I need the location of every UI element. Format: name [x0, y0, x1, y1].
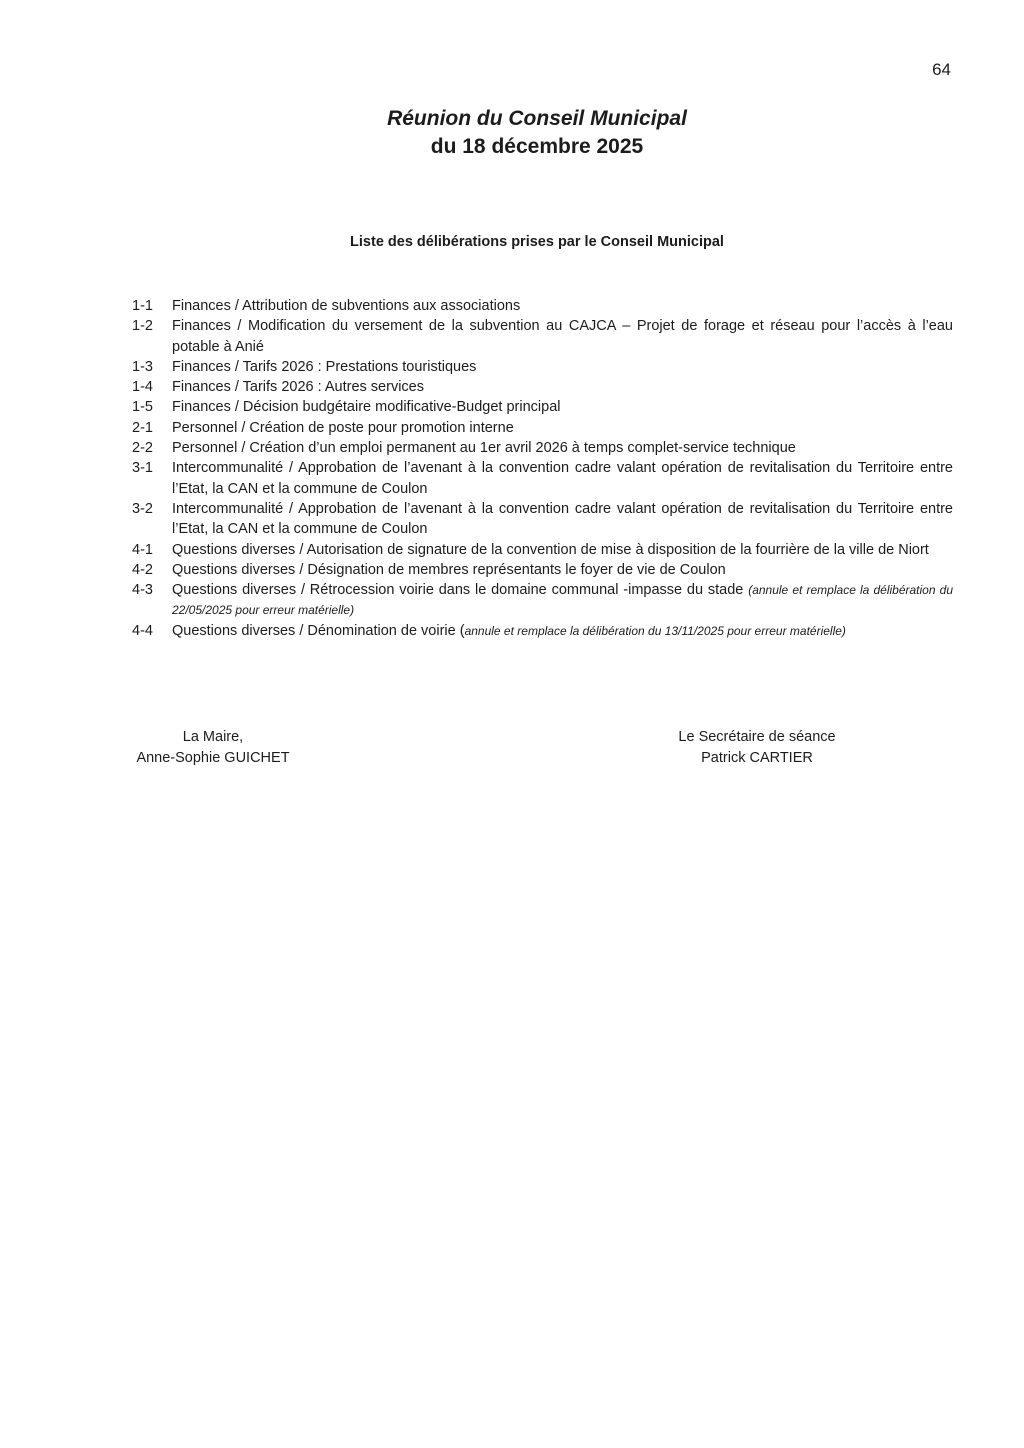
item-number: 2-2 [132, 440, 153, 457]
item-number: 4-3 [132, 582, 153, 599]
item-number: 3-2 [132, 500, 153, 517]
item-text-main: Intercommunalité / Approbation de l’avenant à la convention cadre valant opération de revitalisation du Territoire entre l’Etat, la CAN et la commune de Coulon [172, 460, 953, 497]
item-note: (annule et remplace la délibération du 22/05/2025 pour erreur matérielle) [172, 583, 954, 618]
signature-name: Patrick CARTIER [701, 749, 813, 766]
meeting-date: du 18 décembre 2025 [430, 135, 644, 158]
deliberation-item [132, 580, 953, 621]
item-text [172, 540, 953, 560]
signature-block [0, 727, 1024, 771]
item-text [172, 397, 953, 417]
item-number: 1-2 [132, 318, 153, 335]
deliberation-item [132, 296, 953, 316]
document-header [72, 105, 1002, 161]
item-text [172, 316, 953, 357]
item-text-main: Questions diverses / Autorisation de signature de la convention de mise à disposition de la fourrière de la ville de Niort [172, 541, 929, 558]
item-text [172, 458, 953, 499]
deliberation-item [132, 540, 953, 560]
deliberation-item [132, 621, 953, 641]
item-text-main: Questions diverses / Désignation de membres représentants le foyer de vie de Coulon [172, 561, 726, 578]
item-text [172, 418, 953, 438]
item-text-main: Finances / Décision budgétaire modificative-Budget principal [172, 399, 561, 416]
item-text-main: Finances / Tarifs 2026 : Prestations touristiques [172, 358, 477, 375]
item-text [172, 621, 953, 641]
item-text-main: Finances / Attribution de subventions aux associations [172, 298, 521, 314]
deliberations-list [132, 296, 953, 641]
item-number: 4-4 [132, 622, 153, 639]
list-heading: Liste des délibérations prises par le Conseil Municipal [350, 234, 724, 250]
signature-secretary [610, 727, 904, 768]
deliberation-item [132, 438, 953, 458]
meeting-title: Réunion du Conseil Municipal [387, 107, 687, 130]
item-text [172, 357, 953, 377]
deliberation-item [132, 560, 953, 580]
deliberation-item [132, 418, 953, 438]
signature-name: Anne-Sophie GUICHET [136, 749, 290, 766]
deliberation-item [132, 377, 953, 397]
item-text-main: Personnel / Création de poste pour promotion interne [172, 419, 514, 436]
page-number: 64 [932, 60, 951, 79]
item-text [172, 560, 953, 580]
item-number: 1-4 [132, 379, 153, 396]
item-note: annule et remplace la délibération du 13/11/2025 pour erreur matérielle) [464, 623, 846, 638]
signature-role: Le Secrétaire de séance [678, 729, 836, 745]
deliberation-item [132, 499, 953, 540]
signature-mayor [68, 727, 358, 768]
item-number: 1-3 [132, 358, 153, 375]
item-number: 3-1 [132, 460, 153, 477]
deliberation-item [132, 458, 953, 499]
deliberation-item [132, 316, 953, 357]
item-number: 4-1 [132, 541, 153, 558]
item-text-main: Questions diverses / Dénomination de voirie ( [172, 622, 465, 639]
deliberation-item [132, 357, 953, 377]
item-text [172, 580, 953, 621]
item-text [172, 377, 953, 397]
item-number: 1-5 [132, 399, 153, 416]
deliberation-item [132, 397, 953, 417]
item-text-main: Finances / Modification du versement de la subvention au CAJCA – Projet de forage et réseau pour l’accès à l’eau potable à Anié [172, 318, 953, 355]
item-text-main: Personnel / Création d’un emploi permanent au 1er avril 2026 à temps complet-service technique [172, 440, 796, 457]
item-text [172, 438, 953, 458]
item-text-main: Questions diverses / Rétrocession voirie dans le domaine communal -impasse du stade [172, 582, 749, 599]
item-text-main: Finances / Tarifs 2026 : Autres services [172, 379, 424, 396]
item-number: 1-1 [132, 298, 153, 314]
item-number: 4-2 [132, 561, 153, 578]
item-text-main: Intercommunalité / Approbation de l’avenant à la convention cadre valant opération de revitalisation du Territoire entre l’Etat, la CAN et la commune de Coulon [172, 500, 953, 538]
item-number: 2-1 [132, 419, 153, 436]
item-text [172, 499, 953, 540]
item-text [172, 296, 953, 316]
signature-role: La Maire, [182, 729, 244, 745]
